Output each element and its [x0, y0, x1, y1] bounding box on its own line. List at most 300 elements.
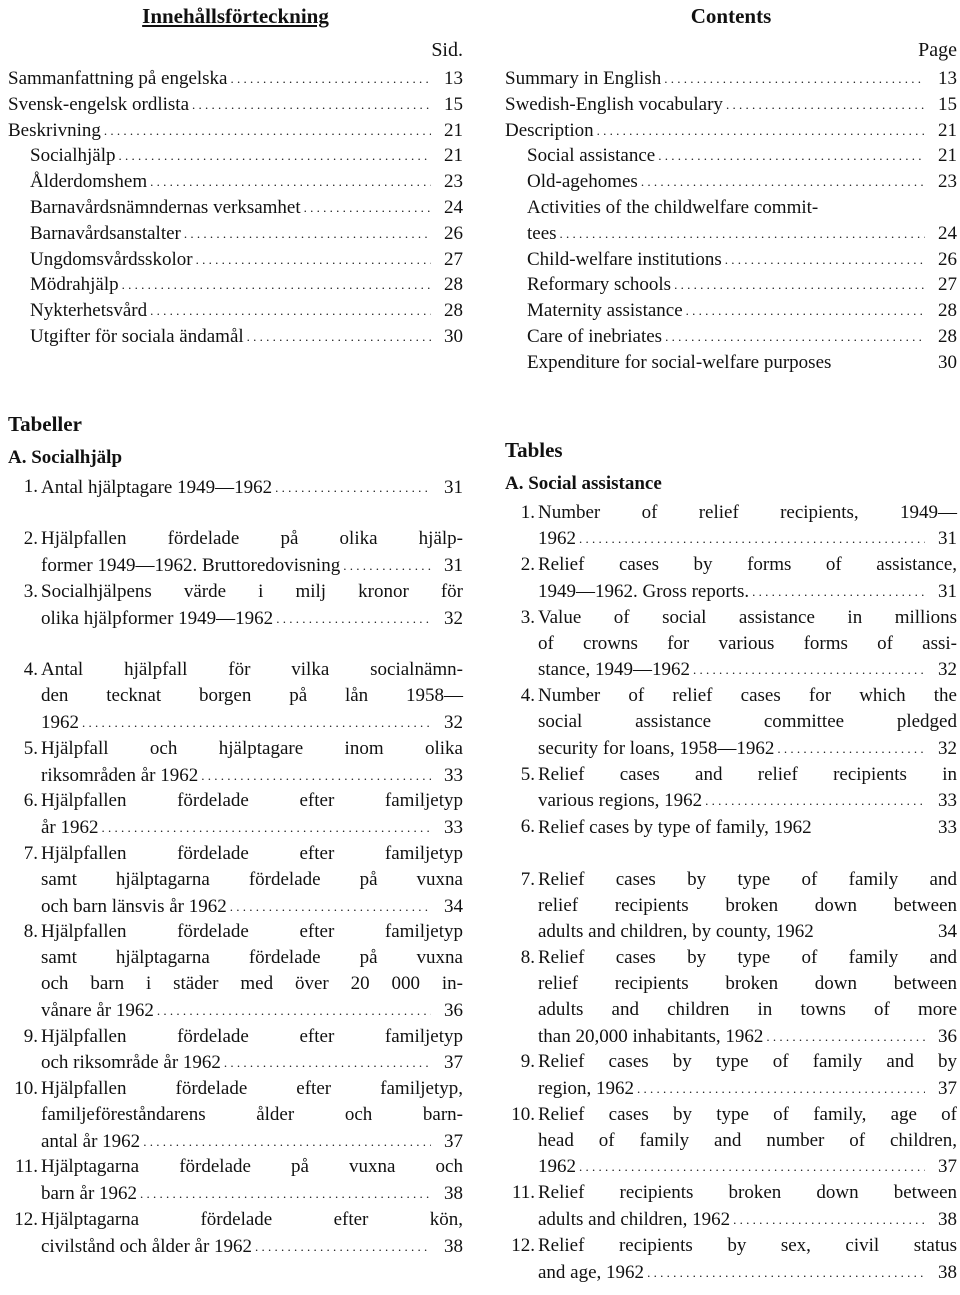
contents-entry-page: 26 — [938, 248, 957, 270]
contents-entry-page: 13 — [938, 68, 957, 89]
contents-entry-page: 28 — [938, 325, 957, 347]
table-entry — [8, 474, 463, 527]
table-entry-body — [538, 552, 957, 605]
dot-leader — [766, 1023, 925, 1050]
table-entry-line: Socialhjälpens värde i milj kronor för — [41, 580, 463, 602]
table-entry — [505, 552, 957, 605]
dot-leader — [140, 1180, 431, 1207]
dot-leader — [184, 220, 431, 247]
table-entry-page: 31 — [444, 555, 463, 577]
table-entry — [8, 1024, 463, 1077]
contents-entry — [505, 350, 957, 376]
table-entry-number: 7. — [23, 842, 38, 864]
table-entry-line: Relief recipients broken down between — [538, 1182, 957, 1204]
contents-entry — [8, 66, 463, 92]
dot-leader — [276, 605, 431, 632]
table-entry-line: Hjälpfallen fördelade efter familjetyp — [41, 842, 463, 864]
table-entry-number: 8. — [23, 921, 38, 943]
table-entry-last-line — [41, 605, 463, 632]
table-entry-body — [41, 788, 463, 841]
dot-leader — [122, 271, 431, 298]
table-entry — [8, 736, 463, 789]
dot-leader — [693, 656, 925, 683]
table-entry-body — [41, 736, 463, 789]
table-entry-line: Hjälpfallen fördelade efter familjetyp — [41, 921, 463, 943]
table-entry-title: och riksområde år 1962 — [41, 1052, 221, 1074]
table-entry-page: 31 — [938, 528, 957, 550]
table-entry — [505, 683, 957, 761]
contents-entry-label: Sammanfattning på engelska — [8, 68, 228, 89]
table-entry-line: Hjälpfallen fördelade efter familjetyp, — [41, 1078, 463, 1100]
table-entry-page: 37 — [444, 1052, 463, 1074]
table-entry-number: 8. — [520, 947, 535, 969]
table-entry-line: Relief recipients by sex, civil status — [538, 1234, 957, 1256]
table-entry-title: år 1962 — [41, 817, 99, 839]
table-entry-page: 38 — [444, 1235, 463, 1257]
table-entry-last-line — [41, 1180, 463, 1207]
table-entry-last-line — [538, 1206, 957, 1233]
table-entry-number: 11. — [511, 1182, 535, 1204]
dot-leader — [726, 91, 925, 118]
contents-entry-label: Utgifter för sociala ändamål — [30, 325, 244, 347]
table-entry-line: Hjälptagarna fördelade efter kön, — [41, 1209, 463, 1231]
table-entry-last-line — [538, 918, 957, 945]
table-entry-line: samt hjälptagarna fördelade på vuxna — [41, 868, 463, 890]
dot-leader — [664, 65, 925, 92]
table-entry-page: 33 — [938, 817, 957, 839]
dot-leader — [641, 168, 925, 195]
table-entry-line: och barn i städer med över 20 000 in- — [41, 972, 463, 994]
table-entry-line: Relief cases by type of family and — [538, 947, 957, 969]
table-entry — [8, 1076, 463, 1154]
table-entry-title: och barn länsvis år 1962 — [41, 895, 227, 917]
contents-entry-label: Ålderdomshem — [30, 171, 148, 193]
contents-entry — [505, 143, 957, 169]
dot-leader — [777, 735, 925, 762]
table-entry-body — [41, 841, 463, 919]
table-entry-line: relief recipients broken down between — [538, 972, 957, 994]
table-entry — [505, 1049, 957, 1102]
table-entry-page: 32 — [444, 711, 463, 733]
table-entry-title: adults and children, 1962 — [538, 1209, 731, 1231]
contents-entry-page: 23 — [444, 171, 463, 193]
contents-entry-label: Summary in English — [505, 68, 662, 89]
contents-entry — [8, 272, 463, 298]
table-entry-number: 4. — [520, 685, 535, 707]
contents-entry-page: 30 — [444, 325, 463, 347]
table-entry-line: relief recipients broken down between — [538, 894, 957, 916]
table-entry-title: antal år 1962 — [41, 1130, 141, 1152]
contents-entry — [8, 118, 463, 144]
table-entry-title: civilstånd och ålder år 1962 — [41, 1235, 253, 1257]
table-entry-last-line — [538, 735, 957, 762]
table-entry-line: samt hjälptagarna fördelade på vuxna — [41, 947, 463, 969]
contents-entry-label: Social assistance — [527, 145, 656, 167]
contents-entry-label: Barnavårdsnämndernas verksamhet — [30, 196, 301, 218]
table-entry-line: Relief cases by type of family, age of — [538, 1103, 957, 1125]
dot-leader — [343, 552, 431, 579]
dot-leader — [231, 65, 432, 92]
table-entry-body — [41, 919, 463, 1023]
contents-entry-label: Mödrahjälp — [30, 274, 119, 296]
swedish-tables-title: Tabeller — [8, 411, 82, 436]
contents-entry-page: 27 — [444, 248, 463, 270]
dot-leader — [230, 893, 431, 920]
table-entry-number: 5. — [23, 737, 38, 759]
table-entry-title: barn år 1962 — [41, 1183, 138, 1205]
dot-leader — [658, 142, 925, 169]
table-entry-number: 3. — [23, 580, 38, 602]
contents-entry-page: 28 — [444, 274, 463, 296]
table-entry-line: Hjälptagarna fördelade på vuxna och — [41, 1156, 463, 1178]
contents-entry — [505, 247, 957, 273]
table-entry — [8, 1207, 463, 1260]
table-entry-body — [538, 683, 957, 761]
contents-entry-page: 24 — [938, 222, 957, 244]
contents-entry — [505, 221, 957, 247]
contents-entry-page: 21 — [938, 145, 957, 167]
contents-entry — [505, 324, 957, 350]
swedish-tables-list — [8, 474, 463, 1260]
table-entry-last-line — [538, 578, 957, 605]
contents-entry-page: 28 — [938, 300, 957, 322]
table-entry-body — [41, 579, 463, 632]
dot-leader — [201, 762, 431, 789]
table-entry-body — [41, 474, 463, 501]
table-entry-page: 33 — [938, 790, 957, 812]
table-entry-line: Relief cases by type of family and by — [538, 1051, 957, 1073]
contents-entry — [505, 272, 957, 298]
table-entry-line: Relief cases and relief recipients in — [538, 763, 957, 785]
table-entry-page: 36 — [444, 999, 463, 1021]
table-entry-page: 34 — [444, 895, 463, 917]
table-entry-body — [538, 605, 957, 683]
table-entry-title: olika hjälpformer 1949—1962 — [41, 607, 274, 629]
table-entry-body — [538, 867, 957, 945]
contents-entry — [505, 92, 957, 118]
table-entry-last-line — [538, 525, 957, 552]
contents-entry-label: Child-welfare institutions — [527, 248, 722, 270]
table-entry-title: former 1949—1962. Bruttoredovisning — [41, 555, 341, 577]
dot-leader — [705, 787, 925, 814]
contents-entry-label: Socialhjälp — [30, 145, 116, 167]
table-entry-number: 9. — [23, 1025, 38, 1047]
table-entry-body — [538, 945, 957, 1049]
contents-entry-page: 28 — [444, 300, 463, 322]
dot-leader — [637, 1075, 925, 1102]
table-entry-body — [41, 657, 463, 735]
table-entry-number: 9. — [520, 1051, 535, 1073]
table-entry-title: various regions, 1962 — [538, 790, 703, 812]
table-entry-body — [538, 814, 957, 841]
table-entry-page: 32 — [938, 659, 957, 681]
table-entry-number: 3. — [520, 606, 535, 628]
contents-entry-label: Old-agehomes — [527, 171, 638, 193]
dot-leader — [255, 1233, 431, 1260]
table-entry-line: familjeföreståndarens ålder och barn- — [41, 1103, 463, 1125]
contents-entry — [8, 195, 463, 221]
swedish-column — [8, 0, 463, 1260]
table-entry-body — [538, 1102, 957, 1180]
contents-entry-label: Barnavårdsanstalter — [30, 222, 181, 244]
table-entry — [505, 867, 957, 945]
table-entry-page: 31 — [938, 580, 957, 602]
dot-leader — [157, 997, 431, 1024]
contents-entry — [505, 66, 957, 92]
table-entry-page: 37 — [938, 1078, 957, 1100]
table-entry-last-line — [538, 656, 957, 683]
table-entry-line: adults and children in towns of more — [538, 998, 957, 1020]
table-entry-line: Hjälpfall och hjälptagare inom olika — [41, 737, 463, 759]
contents-entry — [8, 92, 463, 118]
dot-leader — [579, 1153, 925, 1180]
table-entry-number: 12. — [511, 1234, 535, 1256]
table-entry-last-line — [538, 814, 957, 841]
contents-entry-page: 26 — [444, 222, 463, 244]
dot-leader — [224, 1049, 431, 1076]
table-entry-page: 32 — [938, 737, 957, 759]
table-entry-page: 33 — [444, 817, 463, 839]
contents-entry-page: 21 — [444, 119, 463, 141]
table-entry — [8, 919, 463, 1023]
table-entry-line: Relief cases by forms of assistance, — [538, 554, 957, 576]
english-section-a-title: A. Social assistance — [505, 472, 662, 494]
table-entry-number: 5. — [520, 763, 535, 785]
contents-entry-page: 13 — [444, 68, 463, 89]
table-entry — [8, 526, 463, 579]
table-entry — [8, 657, 463, 735]
contents-entry — [8, 143, 463, 169]
dot-leader — [150, 297, 431, 324]
contents-entry-page: 15 — [444, 93, 463, 115]
table-entry-number: 10. — [511, 1103, 535, 1125]
dot-leader — [647, 1259, 925, 1286]
table-entry-line: of crowns for various forms of assi- — [538, 632, 957, 654]
table-entry-title: adults and children, by county, 1962 — [538, 921, 814, 943]
table-entry — [505, 945, 957, 1049]
table-entry-number: 10. — [14, 1078, 38, 1100]
contents-entry-page: 21 — [444, 145, 463, 167]
english-column — [505, 0, 957, 1285]
dot-leader — [725, 246, 925, 273]
table-entry-last-line — [538, 1075, 957, 1102]
contents-entry-label: Nykterhetsvård — [30, 300, 148, 322]
table-entry-title: 1962 — [41, 711, 79, 733]
table-entry-line: Value of social assistance in millions — [538, 606, 957, 628]
table-entry-page: 31 — [444, 476, 463, 498]
table-entry-number: 12. — [14, 1209, 38, 1231]
dot-leader — [104, 117, 431, 144]
table-entry — [8, 841, 463, 919]
contents-entry-page: 30 — [938, 351, 957, 373]
table-entry-last-line — [41, 1049, 463, 1076]
table-entry-line: Number of relief recipients, 1949— — [538, 501, 957, 523]
contents-entry-label: Care of inebriates — [527, 325, 663, 347]
table-entry-body — [41, 1076, 463, 1154]
english-page-header: Page — [918, 39, 957, 61]
table-entry — [505, 605, 957, 683]
table-entry-last-line — [41, 474, 463, 501]
dot-leader — [275, 474, 431, 501]
table-entry-body — [538, 762, 957, 815]
contents-entry — [8, 247, 463, 273]
table-entry-title: region, 1962 — [538, 1078, 635, 1100]
dot-leader — [304, 194, 431, 221]
contents-entry — [8, 169, 463, 195]
contents-entry-page: 15 — [938, 93, 957, 115]
dot-leader — [579, 525, 925, 552]
table-entry-page: 37 — [444, 1130, 463, 1152]
table-entry-title: riksområden år 1962 — [41, 764, 199, 786]
table-entry — [505, 1102, 957, 1180]
table-entry-number: 7. — [520, 868, 535, 890]
contents-entry-page: 23 — [938, 171, 957, 193]
table-entry-last-line — [538, 787, 957, 814]
table-entry-body — [41, 526, 463, 579]
table-entry-last-line — [41, 1128, 463, 1155]
table-entry-last-line — [41, 893, 463, 920]
contents-entry-label: Description — [505, 119, 594, 141]
table-entry-title: Relief cases by type of family, 1962 — [538, 817, 812, 839]
table-entry-title: Antal hjälptagare 1949—1962 — [41, 476, 273, 498]
dot-leader — [150, 168, 431, 195]
contents-entry — [8, 324, 463, 350]
table-entry-title: and age, 1962 — [538, 1261, 645, 1283]
english-tables-title: Tables — [505, 437, 563, 462]
contents-entry-page: 27 — [938, 274, 957, 296]
table-entry-page: 32 — [444, 607, 463, 629]
table-entry-number: 2. — [23, 528, 38, 550]
table-entry-last-line — [41, 1233, 463, 1260]
table-entry-body — [41, 1154, 463, 1207]
dot-leader — [733, 1206, 925, 1233]
english-title: Contents — [690, 4, 772, 28]
table-entry-line: Hjälpfallen fördelade på olika hjälp- — [41, 528, 463, 550]
table-entry-title: than 20,000 inhabitants, 1962 — [538, 1025, 764, 1047]
contents-entry — [505, 118, 957, 144]
contents-entry-label: Svensk-engelsk ordlista — [8, 93, 190, 115]
table-entry — [505, 762, 957, 815]
table-entry-body — [538, 1233, 957, 1286]
table-entry — [505, 500, 957, 553]
table-entry-line: social assistance committee pledged — [538, 710, 957, 732]
table-entry-body — [538, 1049, 957, 1102]
table-entry-line: Number of relief cases for which the — [538, 685, 957, 707]
dot-leader — [247, 323, 431, 350]
table-entry-title: vånare år 1962 — [41, 999, 154, 1021]
table-entry-number: 6. — [520, 816, 535, 838]
table-entry-line: den tecknat borgen på lån 1958— — [41, 685, 463, 707]
dot-leader — [686, 297, 925, 324]
contents-entry-label: Swedish-English vocabulary — [505, 93, 723, 115]
table-entry-page: 36 — [938, 1025, 957, 1047]
table-entry-body — [538, 500, 957, 553]
table-entry-last-line — [538, 1023, 957, 1050]
swedish-section-a-title: A. Socialhjälp — [8, 446, 123, 468]
table-entry-page: 37 — [938, 1156, 957, 1178]
contents-entry-page: 24 — [444, 196, 463, 218]
table-entry-line: Hjälpfallen fördelade efter familjetyp — [41, 1025, 463, 1047]
table-entry-last-line — [41, 552, 463, 579]
dot-leader — [597, 117, 925, 144]
table-entry-number: 11. — [14, 1156, 38, 1178]
table-entry-last-line — [538, 1259, 957, 1286]
table-entry-title: 1949—1962. Gross reports. — [538, 580, 750, 602]
contents-entry-line: Activities of the childwelfare commit- — [527, 196, 819, 218]
dot-leader — [674, 271, 925, 298]
table-entry-number: 6. — [23, 790, 38, 812]
english-tables-list — [505, 500, 957, 1286]
table-entry — [8, 788, 463, 841]
dot-leader — [560, 220, 925, 247]
table-entry-number: 1. — [520, 501, 535, 523]
table-entry-page: 38 — [938, 1261, 957, 1283]
table-entry-last-line — [41, 762, 463, 789]
swedish-title: Innehållsförteckning — [142, 4, 329, 28]
table-entry-page: 38 — [938, 1209, 957, 1231]
table-entry-title: stance, 1949—1962 — [538, 659, 690, 681]
table-entry-number: 4. — [23, 659, 38, 681]
contents-entry-page: 21 — [938, 119, 957, 141]
table-entry — [505, 1233, 957, 1286]
table-entry-last-line — [538, 1153, 957, 1180]
table-entry-last-line — [41, 997, 463, 1024]
contents-entry — [8, 298, 463, 324]
table-entry-body — [41, 1024, 463, 1077]
table-entry-page: 34 — [938, 921, 957, 943]
dot-leader — [102, 814, 431, 841]
dot-leader — [118, 142, 431, 169]
contents-entry-label: Expenditure for social-welfare purposes — [527, 351, 832, 373]
table-entry-last-line — [41, 814, 463, 841]
english-contents-list — [505, 66, 957, 376]
table-entry — [505, 814, 957, 867]
table-entry — [8, 579, 463, 657]
table-entry — [8, 1154, 463, 1207]
contents-entry-label: tees — [527, 222, 557, 244]
dot-leader — [665, 323, 925, 350]
swedish-contents-list — [8, 66, 463, 350]
table-entry-title: 1962 — [538, 1156, 576, 1178]
table-entry-line: Antal hjälpfall för vilka socialnämn- — [41, 659, 463, 681]
table-entry-title: 1962 — [538, 528, 576, 550]
swedish-page-header: Sid. — [431, 39, 463, 61]
table-entry-last-line — [41, 709, 463, 736]
dot-leader — [143, 1128, 431, 1155]
contents-entry — [8, 221, 463, 247]
table-entry-title: security for loans, 1958—1962 — [538, 737, 775, 759]
contents-entry-label: Beskrivning — [8, 119, 101, 141]
table-entry-page: 38 — [444, 1183, 463, 1205]
dot-leader — [196, 246, 431, 273]
table-entry-number: 2. — [520, 554, 535, 576]
table-entry-body — [538, 1180, 957, 1233]
contents-entry — [505, 298, 957, 324]
contents-entry-label: Ungdomsvårdsskolor — [30, 248, 193, 270]
table-entry-line: Relief cases by type of family and — [538, 868, 957, 890]
table-entry-body — [41, 1207, 463, 1260]
dot-leader — [752, 578, 925, 605]
contents-entry — [505, 169, 957, 195]
table-entry-page: 33 — [444, 764, 463, 786]
table-entry-line: head of family and number of children, — [538, 1129, 957, 1151]
table-entry — [505, 1180, 957, 1233]
table-entry-number: 1. — [23, 475, 38, 497]
table-entry-line: Hjälpfallen fördelade efter familjetyp — [41, 790, 463, 812]
dot-leader — [192, 91, 431, 118]
contents-entry-label: Maternity assistance — [527, 300, 683, 322]
dot-leader — [82, 709, 431, 736]
